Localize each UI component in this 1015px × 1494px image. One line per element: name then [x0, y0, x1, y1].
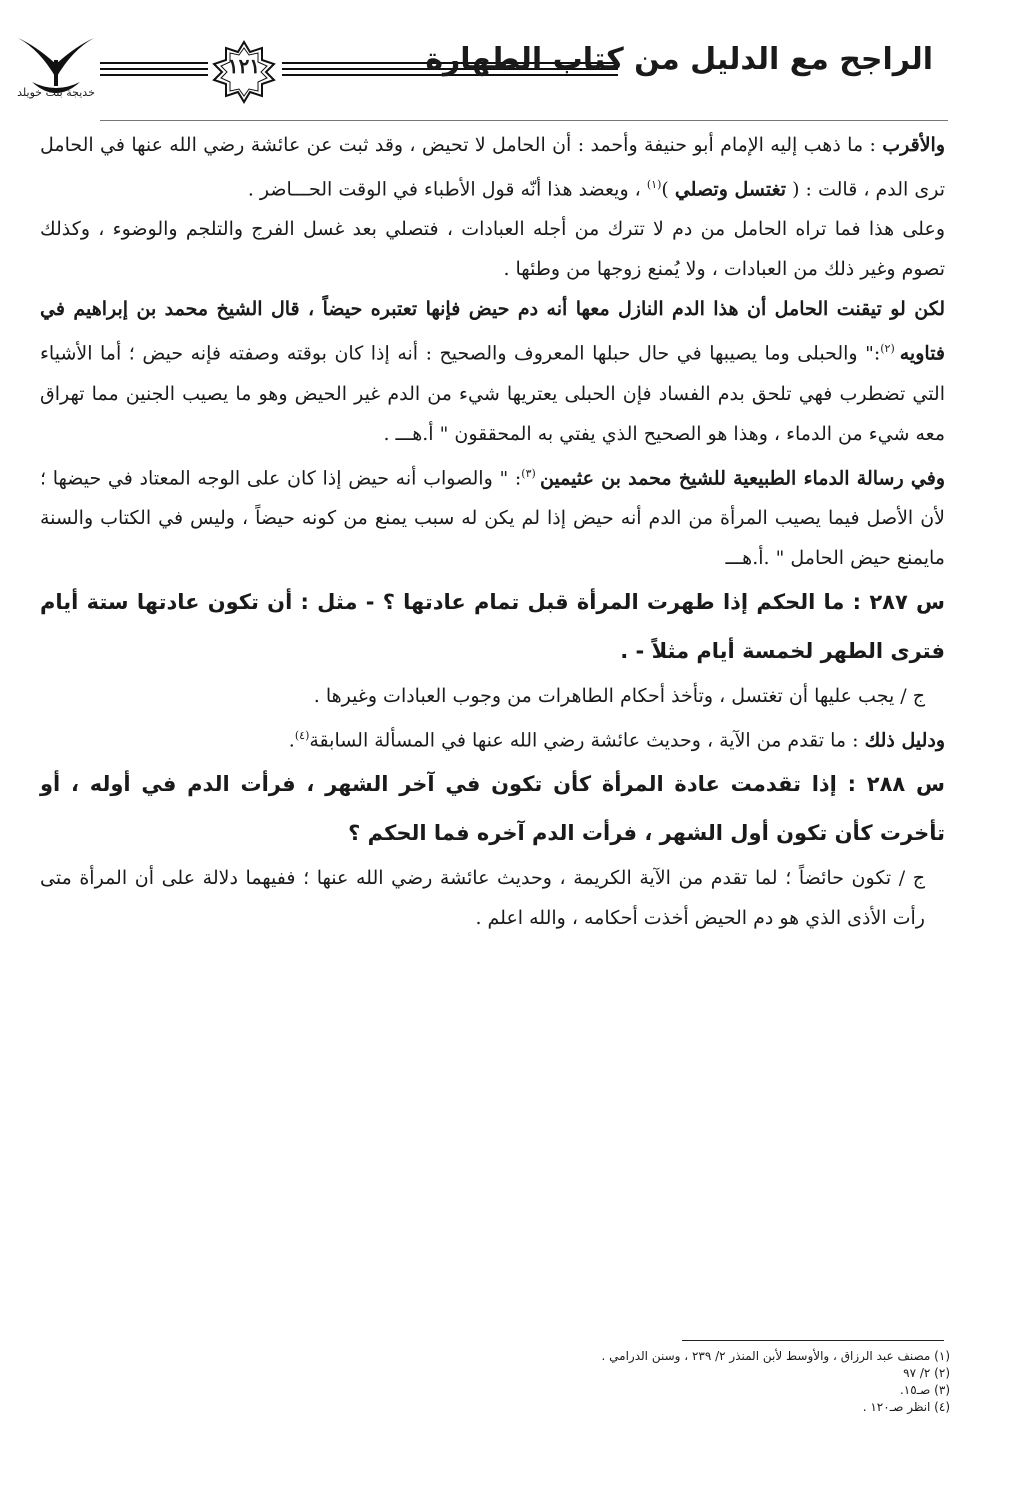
evidence-lead: ودليل ذلك [864, 729, 945, 752]
book-title: الراجح مع الدليل من كتاب الطهارة [425, 42, 933, 77]
answer-288: ج / تكون حائضاً ؛ لما تقدم من الآية الكريمة ، وحديث عائشة رضي الله عنها ؛ ففيهما دلالة على أن المرأة متى رأت الأذى الذي هو دم الحيض أخذت أحكامه ، والله اعلم . [40, 867, 925, 930]
page-number: ١٢١ [227, 54, 261, 78]
footnote-ref: (٤) [294, 728, 310, 742]
text-run: ) [661, 178, 675, 201]
footnote-ref: (١) [646, 178, 662, 191]
text-run: : ما تقدم من الآية ، وحديث عائشة رضي الله عنها في المسألة السابقة [309, 729, 865, 752]
text-run: : ما ذهب إليه الإمام أبو حنيفة وأحمد : أن الحامل لا تحيض ، وقد ثبت عن عائشة رضي الله عنها في الحامل ترى الدم ، قالت : ( [40, 134, 945, 201]
text-run: ، ويعضد هذا أنّه قول الأطباء في الوقت الحـــاضر . [247, 178, 647, 201]
answer-287: ج / يجب عليها أن تغتسل ، وتأخذ أحكام الطاهرات من وجوب العبادات وغيرها . [313, 684, 925, 707]
question-287: س ٢٨٧ : ما الحكم إذا طهرت المرأة قبل تمام عادتها ؟ - مثل : أن تكون عادتها ستة أيام فترى الطهر لخمسة أيام مثلاً - . [40, 589, 945, 663]
header-rule-left [100, 74, 208, 76]
header-rule-left [100, 68, 208, 70]
page-body [40, 125, 945, 938]
footnote-separator [682, 1340, 944, 1341]
footnote-3: (٣) صـ١٥. [899, 1383, 950, 1397]
footnote-2: (٢) ٢/ ٩٧ [903, 1366, 950, 1380]
header-underline [100, 120, 948, 121]
footnotes [440, 1348, 950, 1416]
footnote-1: (١) مصنف عبد الرزاق ، والأوسط لأبن المنذر ٢/ ٢٣٩ ، وسنن الدرامي . [601, 1349, 950, 1363]
text-run: . [288, 729, 295, 752]
emphasis-run: لكن لو تيقنت الحامل أن هذا الدم النازل معها أنه دم حيض فإنها تعتبره حيضاً ، قال الشيخ محمد بن إبراهيم في فتاويه [40, 298, 946, 365]
logo-text: خديجة بنت خويلد [17, 86, 95, 99]
footnote-ref: (٢) [880, 342, 900, 356]
paragraph-2: وعلى هذا فما تراه الحامل من دم لا تترك من أجله العبادات ، فتصلي بعد غسل الفرج والتلجم والوضوء ، وكذلك تصوم وغير ذلك من العبادات ، ولا يُمنع زوجها من وطئها . [40, 218, 945, 281]
footnote-4: (٤) انظر صـ١٢٠ . [862, 1400, 950, 1414]
footnote-ref: (٣) [521, 466, 540, 480]
paragraph-3 [40, 289, 945, 453]
question-288: س ٢٨٨ : إذا تقدمت عادة المرأة كأن تكون في آخر الشهر ، فرأت الدم في أوله ، أو تأخرت كأن تكون أول الشهر ، فرأت الدم آخره فما الحكم ؟ [40, 772, 945, 846]
header-rule-left [100, 62, 208, 64]
evidence-287 [40, 716, 945, 760]
quote-text: :" والحبلى وما يصيبها في حال حبلها المعروف والصحيح : أنه إذا كان بوقته وصفته فإنه حيض ؛ أما الأشياء التي تضطرب فهي تلحق بدم الفساد فإن الحبلى يعتريها شيء من الدم غير الحيض وهو ما يصيب الجنين مما تهراق معه شيء من الدماء ، وهذا هو الصحيح الذي يفتي به المحققون " أ.هـــ . [40, 342, 945, 445]
emphasis-run: وفي رسالة الدماء الطبيعية للشيخ محمد بن عثيمين [539, 466, 945, 489]
page-header [0, 0, 1015, 120]
quote-text: : " والصواب أنه حيض إذا كان على الوجه المعتاد في حيضها ؛ لأن الأصل فيما يصيب المرأة من الدم أنه حيض إذا لم يكن له سبب يمنع من كونه حيضاً ، وليس في الكتاب والسنة مايمنع حيض الحامل " .أ.هـــ [40, 466, 945, 569]
lead-word: والأقرب [882, 134, 945, 156]
hadith-quote: تغتسل وتصلي [674, 178, 787, 201]
paragraph-1 [40, 125, 945, 209]
paragraph-4 [40, 454, 945, 578]
